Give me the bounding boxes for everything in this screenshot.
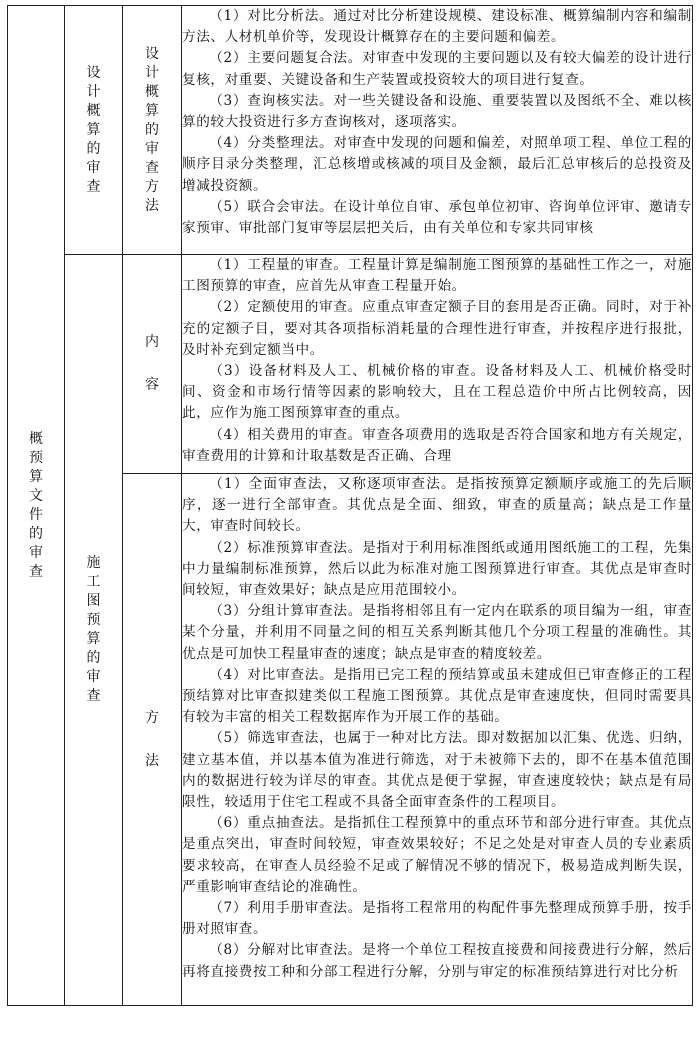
paragraph: （5）联合会审法。在设计单位自审、承包单位初审、咨询单位评审、邀请专家预审、审批部门复审等层层把关后，由有关单位和专家共同审核 [182,198,692,237]
design-estimate-cell [65,6,123,255]
review-table [7,5,693,1006]
vertical-label-char: 审 [145,140,159,157]
content-paragraphs [182,255,692,467]
vertical-label-char: 算 [86,121,101,138]
paragraph: （5）筛选审查法，也属于一种对比方法。即对数据加以汇集、优选、归纳，建立基本值，并以基本值为准进行筛选，对于未被筛下去的，即不在基本值范围内的数据进行较为详尽的审查。其优点是便于掌握，审查速度较快；缺点是有局限性，较适用于住宅工程或不具备全面审查条件的工程项目。 [182,730,692,811]
vertical-label-char: 的 [29,525,43,542]
paragraph: （4）相关费用的审查。审查各项费用的选取是否符合国家和地方有关规定，审查费用的计算和计取基数是否正确、合理 [182,426,692,464]
method-label [123,709,181,771]
construction-content-row [8,255,693,474]
vertical-label-char: 的 [86,140,101,157]
vertical-label-char: 审 [86,669,101,685]
paragraph: （2）标准预算审查法。是指对于利用标准图纸或通用图纸施工的工程，先集中力量编制标准预算，然后以此为标准对施工图预算进行审查。其优点是审查时间较短，审查效果好；缺点是应用范围较小。 [182,539,692,599]
paragraph: （6）重点抽查法。是指抓住工程预算中的重点环节和部分进行审查。其优点是重点突出，审查时间较短，审查效果较好；不足之处是对审查人员的专业素质要求较高，在审查人员经验不足或了解情况不够的情况下，极易造成判断失误，严重影响审查结论的准确性。 [182,815,692,895]
design-method-label [123,45,181,216]
vertical-label-char: 图 [86,593,101,609]
vertical-label-char: 算 [86,631,101,647]
content-text [182,255,693,474]
vertical-label-char: 内 [145,334,159,350]
vertical-label-char: 设 [86,64,101,81]
paragraph: （3）设备材料及人工、机械价格的审查。设备材料及人工、机械价格受时间、资金和市场行情等因素的影响较大，且在工程总造价中所占比例较高，因此，应作为施工图预算审查的重点。 [182,363,692,422]
vertical-label-char: 法 [145,197,159,214]
method-paragraphs [182,474,692,983]
outer-category-cell [8,6,65,1006]
design-method-paragraphs [182,6,692,239]
vertical-label-char: 工 [86,574,101,590]
vertical-label-char: 概 [29,430,43,447]
vertical-label-char: 法 [145,752,159,769]
paragraph: （3）分组计算审查法。是指将相邻且有一定内在联系的项目编为一组，审查某个分量，并利用不同量之间的相互关系判断其他几个分项工程量的准确性。其优点是可加快工程量审查的速度；缺点是审查的精度较差。 [182,603,692,662]
outer-category-label [8,430,64,582]
design-method-text [182,6,693,255]
vertical-label-char: 的 [86,650,101,666]
paragraph: （7）利用手册审查法。是指将工程常用的构配件事先整理成预算手册，按手册对照审查。 [182,900,692,938]
vertical-label-char: 概 [86,102,101,119]
vertical-label-char: 文 [29,487,43,504]
paragraph: （3）查询核实法。对一些关键设备和设施、重要装置以及图纸不全、难以核算的较大投资进行多方查询核对，逐项落实。 [182,92,692,131]
vertical-label-char: 审 [86,159,101,176]
construction-budget-label [65,554,122,706]
vertical-label-char: 概 [145,83,159,100]
design-estimate-label [65,64,122,197]
content-label-cell [123,255,182,474]
paragraph: （2）定额使用的审查。应重点审查定额子目的套用是否正确。同时，对于补充的定额子目，要对其各项指标消耗量的合理性进行审查，并按程序进行报批，及时补充到定额当中。 [182,299,692,358]
design-method-cell [123,6,182,255]
vertical-label-char: 的 [145,121,159,138]
vertical-label-char: 方 [145,709,159,726]
vertical-label-char: 容 [145,377,159,393]
paragraph: （1）全面审查法，又称逐项审查法。是指按预算定额顺序或施工的先后顺序，逐一进行全部审查。其优点是全面、细致，审查的质量高；缺点是工作量大，审查时间较长。 [182,476,692,535]
content-label [123,333,181,395]
vertical-label-char: 查 [29,563,43,580]
construction-budget-cell [65,255,123,1006]
vertical-label-char: 算 [29,468,43,485]
paragraph: （1）对比分析法。通过对比分析建设规模、建设标准、概算编制内容和编制方法、人材机单价等，发现设计概算存在的主要问题和偏差。 [182,8,692,46]
vertical-label-char: 算 [145,102,159,119]
vertical-label-char: 件 [29,506,43,523]
vertical-label-char: 查 [86,688,101,704]
paragraph: （2）主要问题复合法。对审查中发现的主要问题以及有较大偏差的设计进行复核，对重要、关键设备和生产装置或投资较大的项目进行复查。 [182,50,692,88]
vertical-label-char: 施 [86,555,101,571]
paragraph: （8）分解对比审查法。是将一个单位工程按直接费和间接费进行分解，然后再将直接费按工种和分部工程进行分解，分别与审定的标准预结算进行对比分析 [182,942,692,980]
vertical-label-char: 预 [86,612,101,628]
paragraph: （1）工程量的审查。工程量计算是编制施工图预算的基础性工作之一，对施工图预算的审查，应首先从审查工程量开始。 [182,257,692,295]
method-text [182,474,693,1006]
vertical-label-char: 方 [145,178,159,195]
paragraph: （4）对比审查法。是指用已完工程的预结算或虽未建成但已审查修正的工程预结算对比审查拟建类似工程施工图预算。其优点是审查速度快，但同时需要具有较为丰富的相关工程数据库作为开展工作的基础。 [182,666,692,726]
vertical-label-char: 审 [29,544,43,561]
method-label-cell [123,474,182,1006]
vertical-label-char: 查 [86,178,101,195]
vertical-label-char: 计 [145,64,159,81]
vertical-label-char: 预 [29,449,43,466]
design-review-row [8,6,693,255]
vertical-label-char: 计 [86,83,101,100]
vertical-label-char: 查 [145,159,159,176]
paragraph: （4）分类整理法。对审查中发现的问题和偏差，对照单项工程、单位工程的顺序目录分类整理，汇总核增或核减的项目及金额，最后汇总审核后的总投资及增减投资额。 [182,135,692,194]
vertical-label-char: 设 [145,45,159,62]
